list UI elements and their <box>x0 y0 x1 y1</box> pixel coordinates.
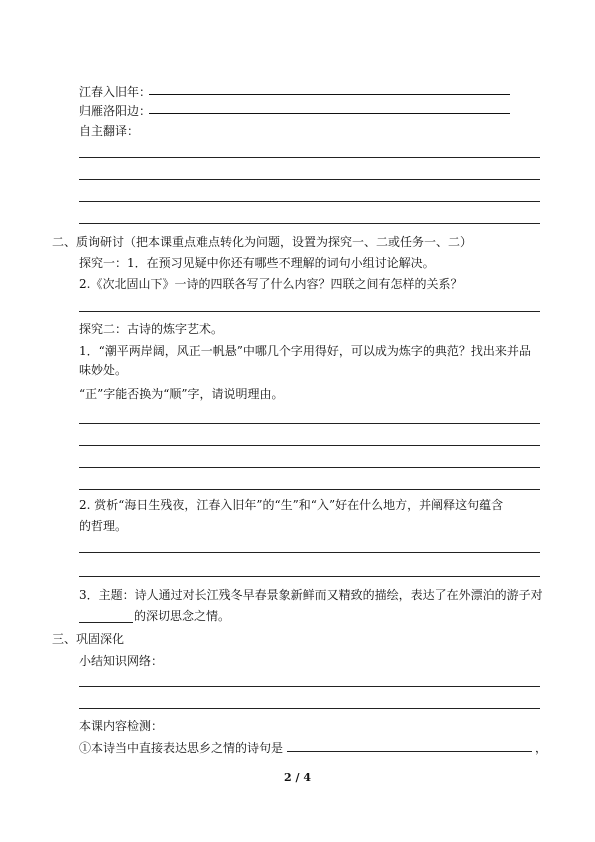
explore-2-question-1-line-2: 味妙处。 <box>79 363 128 377</box>
poem-line-2-blank[interactable] <box>149 113 510 114</box>
answer-line[interactable] <box>79 708 540 709</box>
answer-line[interactable] <box>79 223 540 224</box>
explore-2-question-3-line-2: 的深切思念之情。 <box>134 609 231 623</box>
answer-line[interactable] <box>79 311 540 312</box>
explore-2-question-1-sub: “正”字能否换为“顺”字，请说明理由。 <box>79 387 284 401</box>
explore-1-question-1: 探究一：1．在预习见疑中你还有哪些不理解的词句小组讨论解决。 <box>79 256 435 270</box>
section-3-heading: 三、巩固深化 <box>52 632 125 646</box>
summary-label: 小结知识网络： <box>79 654 164 668</box>
test-question-1: ①本诗当中直接表达思乡之情的诗句是 <box>79 741 284 755</box>
test-label: 本课内容检测： <box>79 719 164 733</box>
explore-2-question-1-line-1: 1．“潮平两岸阔，风正一帆悬”中哪几个字用得好，可以成为炼字的典范？找出来并品 <box>79 344 531 358</box>
test-question-1-comma: ， <box>535 741 548 755</box>
answer-line[interactable] <box>79 467 540 468</box>
answer-line[interactable] <box>79 157 540 158</box>
explore-2-title: 探究二：古诗的炼字艺术。 <box>79 322 224 336</box>
explore-1-question-2: 2.《次北固山下》一诗的四联各写了什么内容？四联之间有怎样的关系？ <box>79 277 463 291</box>
poem-line-1-blank[interactable] <box>149 94 510 95</box>
answer-line[interactable] <box>79 489 540 490</box>
poem-line-1-label: 江春入旧年： <box>79 85 152 99</box>
answer-line[interactable] <box>79 423 540 424</box>
answer-line[interactable] <box>79 201 540 202</box>
explore-2-question-2-line-1: 2. 赏析“海日生残夜，江春入旧年”的“生”和“入”好在什么地方，并阐释这句蕴含 <box>79 498 504 512</box>
translate-label: 自主翻译： <box>79 124 140 138</box>
theme-blank[interactable] <box>79 622 133 623</box>
answer-line[interactable] <box>79 445 540 446</box>
answer-line[interactable] <box>79 686 540 687</box>
explore-2-question-3-line-1: 3．主题：诗人通过对长江残冬早春景象新鲜而又精致的描绘，表达了在外漂泊的游子对 <box>79 588 543 602</box>
explore-2-question-2-line-2: 的哲理。 <box>79 519 128 533</box>
poem-line-2-label: 归雁洛阳边： <box>79 104 152 118</box>
answer-line[interactable] <box>79 552 540 553</box>
page-number: 2 / 4 <box>284 771 311 784</box>
test-question-1-blank[interactable] <box>287 751 532 752</box>
section-2-heading: 二、质询研讨（把本课重点难点转化为问题，设置为探究一、二或任务一、二） <box>52 235 473 249</box>
answer-line[interactable] <box>79 576 540 577</box>
answer-line[interactable] <box>79 179 540 180</box>
